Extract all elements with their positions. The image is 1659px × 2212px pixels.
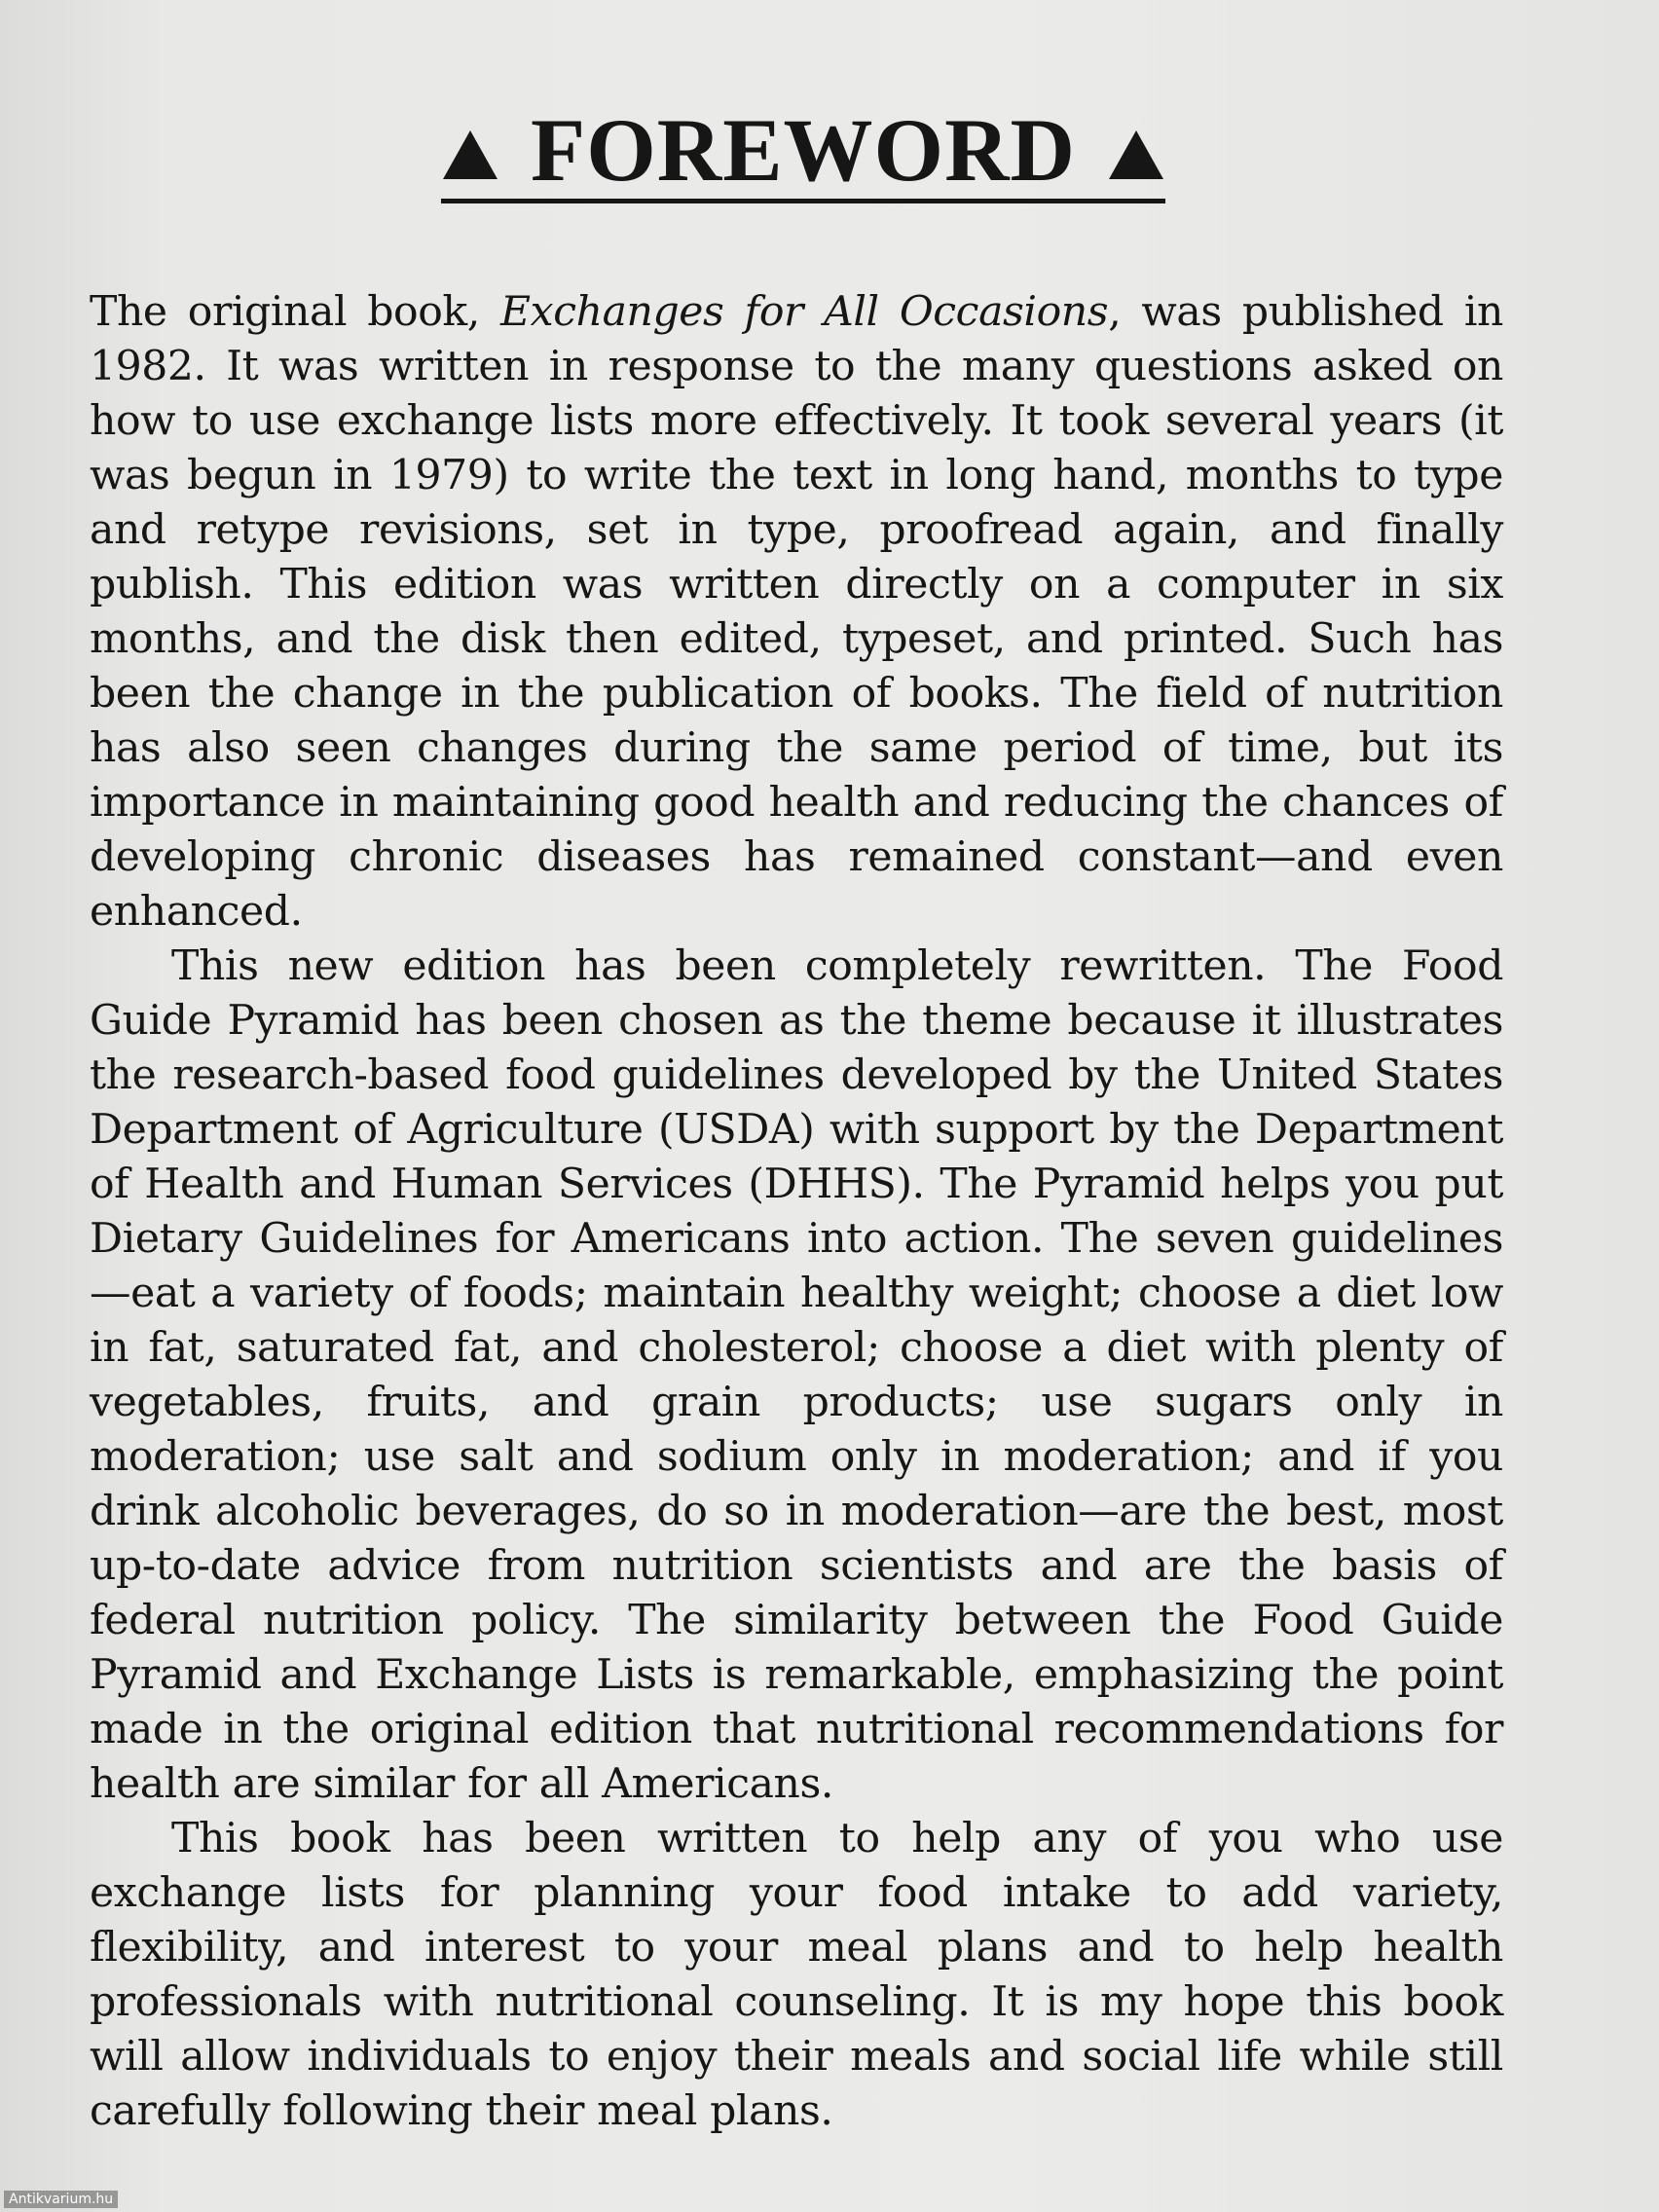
- heading-underlined: [441, 100, 1165, 203]
- triangle-up-icon: [1109, 130, 1163, 179]
- paragraph-3: This book has been written to help any of you who use exchange lists for planning your food intake to add variety, flexibility, and interest to your meal plans and to help health professionals with nutritional counseling. It is my hope this book will allow individuals to enjoy their meals and social life while still carefully following their meal plans.: [90, 1815, 1503, 2135]
- foreword-body: [90, 285, 1503, 2139]
- triangle-up-icon: [443, 130, 498, 179]
- page-title: FOREWORD: [531, 100, 1076, 200]
- paragraph-2: This new edition has been completely rewritten. The Food Guide Pyramid has been chosen as the theme because it illustrates the research-based food guidelines developed by the United States Department of Agriculture (USDA) with support by the Department of Health and Human Services (DHHS). The Pyramid helps you put Dietary Guidelines for Americans into action. The seven guidelines—eat a variety of foods; maintain healthy weight; choose a diet low in fat, saturated fat, and cholesterol; choose a diet with plenty of vegetables, fruits, and grain products; use sugars only in moderation; use salt and sodium only in moderation; and if you drink alcoholic beverages, do so in moderation—are the best, most up-to-date advice from nutrition scientists and are the basis of federal nutrition policy. The similarity between the Food Guide Pyramid and Exchange Lists is remarkable, emphasizing the point made in the original edition that nutritional recommendations for health are similar for all Americans.: [90, 942, 1503, 1808]
- heading-block: [0, 100, 1606, 203]
- paragraph-1: [90, 285, 1503, 940]
- book-title: Exchanges for All Occasions: [500, 288, 1109, 336]
- paragraph-1-lead: The original book,: [90, 288, 500, 336]
- paragraph-1-rest: , was published in 1982. It was written in response to the many questions asked on how to use exchange lists more effectively. It took several years (it was begun in 1979) to write the text in long hand, months to type and retype revisions, set in type, proofread again, and finally publish. This edition was written directly on a computer in six months, and the disk then edited, typeset, and printed. Such has been the change in the publication of books. The field of nutrition has also seen changes during the same period of time, but its importance in maintaining good health and reducing the chances of developing chronic diseases has remained constant—and even enhanced.: [90, 288, 1503, 936]
- watermark: Antikvarium.hu: [4, 2191, 118, 2208]
